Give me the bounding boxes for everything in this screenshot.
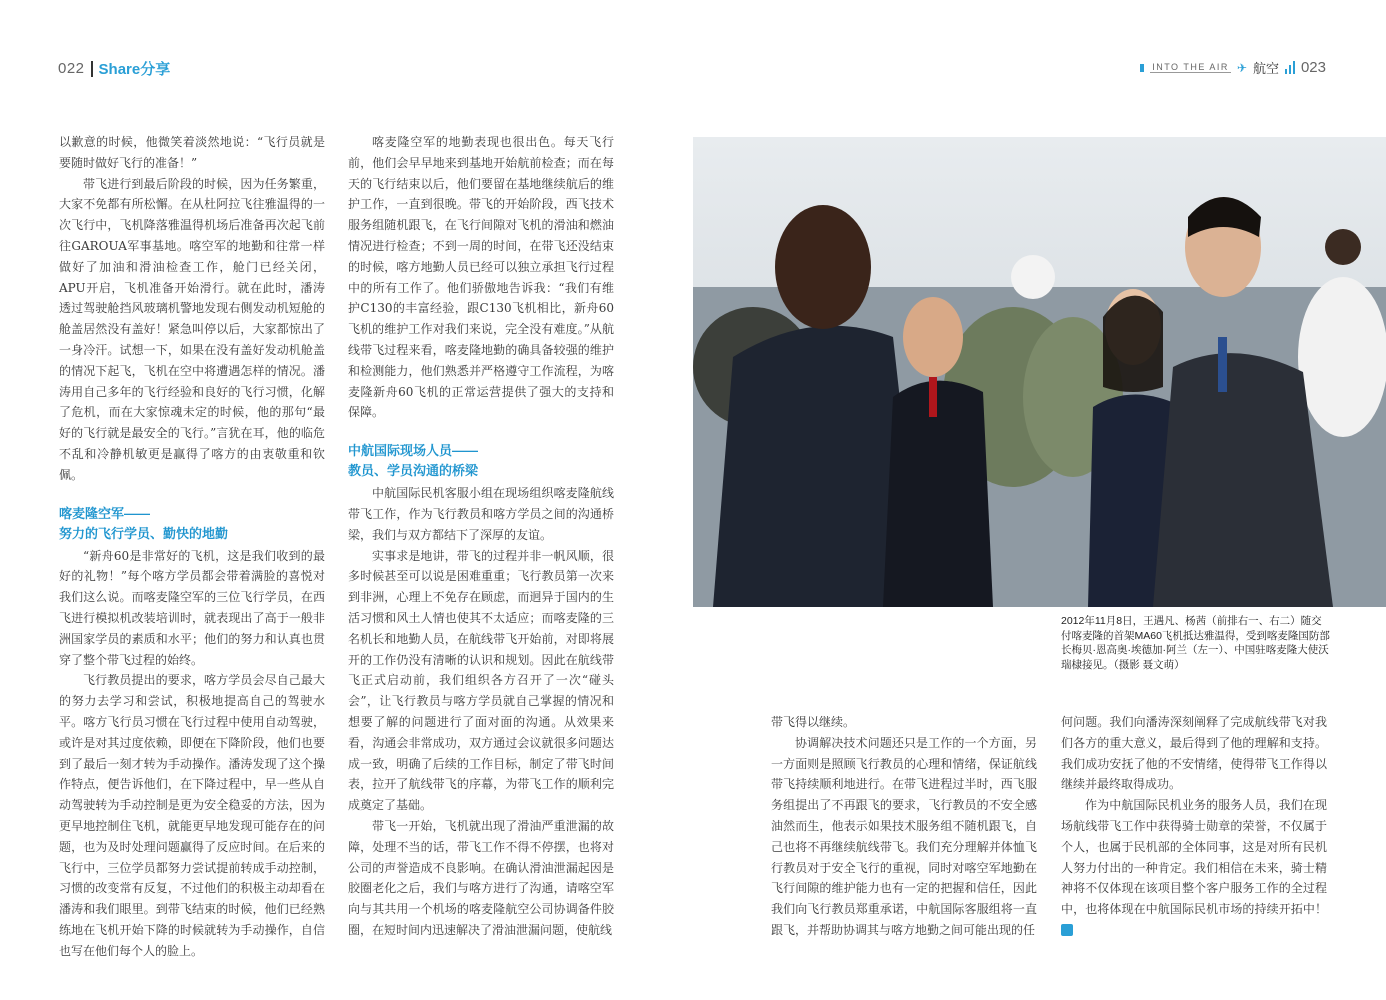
airplane-icon: ✈ (1236, 60, 1247, 75)
paragraph: 飞行教员提出的要求，喀方学员会尽自己最大的努力去学习和尝试，积极地提高自己的驾驶水平。喀方飞行员习惯在飞行过程中使用自动驾驶，或许是对其过度依赖，即便在下降阶段，他们也要到了最后一刻才转为手动操作。潘涛发现了这个操作特点，便告诉他们，在下降过程中，早一些从自动驾驶转为手动控制是更为安全稳妥的方法，因为更早地控制住飞机，就能更早地发现可能存在的问题，也为及时处理问题赢得了反应时间。在后来的飞行中，三位学员都努力尝试提前转成手动控制，习惯的改变常有反复，不过他们的积极主动却看在潘涛和我们眼里。到带飞结束的时候，他们已经熟练地在飞机开始下降的时候就转为手动操作，自信也写在他们每个人的脸上。 (59, 673, 325, 958)
paragraph: 何问题。我们向潘涛深刻阐释了完成航线带飞对我们各方的重大意义，最后得到了他的理解和支持。我们成功安抚了他的不安情绪，使得带飞工作得以继续并最终取得成功。 (1061, 715, 1327, 792)
subheading (348, 441, 614, 481)
article-column-4 (1061, 712, 1327, 941)
paragraph (1061, 795, 1327, 941)
photo-illustration (693, 137, 1386, 607)
paragraph: 实事求是地讲，带飞的过程并非一帆风顺，很多时候甚至可以说是困难重重；飞行教员第一次来到非洲，心理上不免存在顾虑，而迥异于国内的生活习惯和风土人情也使其不太适应；而喀麦隆的三名机长和地勤人员，在航线带飞开始前，对即将展开的工作仍没有清晰的认识和规划。因此在航线带飞正式启动前，我们组织各方召开了一次“碰头会”，让飞行教员与喀方学员就自己掌握的情况和想要了解的问题进行了面对面的沟通。从效果来看，沟通会非常成功，双方通过会议就很多问题达成一致，明确了后续的工作目标，制定了带飞时间表，拉开了航线带飞的序幕，为带飞工作的顺利完成奠定了基础。 (348, 548, 614, 813)
paragraph: 带飞一开始，飞机就出现了滑油严重泄漏的故障，处理不当的话，带飞工作不得不停摆，也将对公司的声誉造成不良影响。在确认滑油泄漏起因是胶圈老化之后，我们与喀方进行了沟通，请喀空军向与其共用一个机场的喀麦隆航空公司协调备件胶圈，在短时间内迅速解决了滑油泄漏问题，使航线 (348, 818, 614, 937)
bars-icon (1285, 61, 1295, 74)
photo-caption: 2012年11月8日，王遇凡、杨茜（前排右一、右二）随交付喀麦隆的首架MA60飞机抵达雅温得，受到喀麦隆国防部长梅贝·恩高奥·埃德加·阿兰（左一）、中国驻喀麦隆大使沃瑞棣接见。（摄影 聂文萌） (1061, 615, 1330, 671)
header-divider (91, 61, 93, 77)
paragraph-text: 作为中航国际民机业务的服务人员，我们在现场航线带飞工作中获得骑士勋章的荣誉，不仅属于个人，也属于民机部的全体同事，这是对所有民机人努力付出的一种肯定。我们相信在未来，骑士精神将不仅体现在该项目整个客户服务工作的全过程中，也将体现在中航国际民机市场的持续开拓中！ (1061, 798, 1327, 917)
section-title-left: Share分享 (98, 61, 171, 78)
paragraph: “新舟60是非常好的飞机，这是我们收到的最好的礼物！”每个喀方学员都会带着满脸的喜悦对我们这么说。而喀麦隆空军的三位飞行学员，在西飞进行模拟机改装培训时，就表现出了高于一般非洲国家学员的素质和水平；他们的努力和认真也贯穿了整个带飞过程的始终。 (59, 548, 325, 667)
subheading-line-1: 中航国际现场人员—— (348, 443, 479, 459)
article-end-icon: S (1061, 924, 1073, 936)
page-number-right: 023 (1300, 59, 1326, 76)
paragraph: 喀麦隆空军的地勤表现也很出色。每天飞行前，他们会早早地来到基地开始航前检查；而在每天的飞行结束以后，他们要留在基地继续航后的维护工作，一直到很晚。带飞的开始阶段，西飞技术服务组随机跟飞，在飞行间隙对飞机的滑油和燃油情况进行检查；不到一周的时间，在带飞还没结束的时候，喀方地勤人员已经可以独立承担飞行过程中的所有工作了。他们骄傲地告诉我：“我们有维护C130的丰富经验，跟C130飞机相比，新舟60飞机的维护工作对我们来说，完全没有难度。”从航线带飞过程来看，喀麦隆地勤的确具备较强的维护和检测能力，他们熟悉并严格遵守工作流程，为喀麦隆新舟60飞机的正常运营提供了强大的支持和保障。 (348, 135, 614, 420)
page-header-right (1140, 58, 1326, 77)
subheading (59, 504, 325, 544)
subheading-line-2: 努力的飞行学员、勤快的地勤 (59, 525, 229, 541)
page-header-left (58, 58, 170, 79)
subheading-line-1: 喀麦隆空军—— (59, 505, 151, 521)
paragraph: 带飞得以继续。 (771, 715, 856, 729)
section-tag: INTO THE AIR (1152, 62, 1229, 72)
section-title-right: 航空 (1252, 61, 1279, 76)
article-column-1 (59, 132, 325, 961)
news-photo (693, 137, 1386, 607)
paragraph: 以歉意的时候，他微笑着淡然地说：“飞行员就是要随时做好飞行的准备！” (59, 135, 325, 170)
article-column-2 (348, 132, 614, 941)
article-column-3 (771, 712, 1037, 941)
paragraph: 中航国际民机客服小组在现场组织喀麦隆航线带飞工作，作为飞行教员和喀方学员之间的沟通桥梁，我们与双方都结下了深厚的友谊。 (348, 486, 614, 542)
page-number-left: 022 (58, 60, 85, 77)
paragraph: 带飞进行到最后阶段的时候，因为任务繁重，大家不免都有所松懈。在从杜阿拉飞往雅温得的一次飞行中，飞机降落雅温得机场后准备再次起飞前往GAROUA军事基地。喀空军的地勤和往常一样做好了加油和滑油检查工作，舱门已经关闭，APU开启，飞机准备开始滑行。就在此时，潘涛透过驾驶舱挡风玻璃机警地发现右侧发动机短舱的舱盖居然没有盖好！紧急叫停以后，大家都惊出了一身冷汗。试想一下，如果在没有盖好发动机舱盖的情况下起飞，飞机在空中将遭遇怎样的情况。潘涛用自己多年的飞行经验和良好的飞行习惯，化解了危机，而在大家惊魂未定的时候，他的那句“最好的飞行就是最安全的飞行。”言犹在耳，他的临危不乱和冷静机敏更是赢得了喀方的由衷敬重和钦佩。 (59, 176, 325, 482)
paragraph: 协调解决技术问题还只是工作的一个方面，另一方面则是照顾飞行教员的心理和情绪，保证航线带飞持续顺利地进行。在带飞进程过半时，西飞服务组提出了不再跟飞的要求，飞行教员的不安全感油然而生，他表示如果技术服务组不随机跟飞，自己也将不再继续航线带飞。我们充分理解并体恤飞行教员对于安全飞行的重视，同时对喀空军地勤在飞行间隙的维护能力也有一定的把握和信任，因此我们向飞行教员郑重承诺，中航国际客服组将一直跟飞，并帮助协调其与喀方地勤之间可能出现的任 (771, 735, 1037, 937)
header-accent-icon (1140, 64, 1144, 72)
subheading-line-2: 教员、学员沟通的桥梁 (348, 463, 479, 479)
